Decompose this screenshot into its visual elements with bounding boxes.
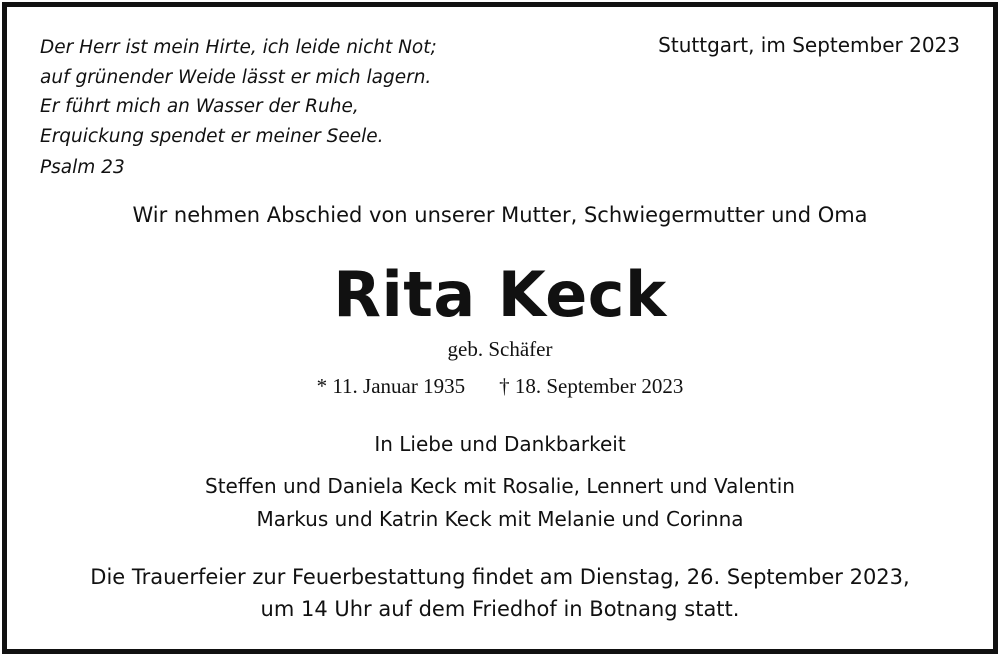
place-date: Stuttgart, im September 2023 [658,33,960,57]
deceased-name: Rita Keck [333,258,667,331]
family-line: Markus und Katrin Keck mit Melanie und Corinna [256,507,744,531]
maiden-name: geb. Schäfer [447,337,553,361]
service-line: um 14 Uhr auf dem Friedhof in Botnang statt. [260,597,740,621]
psalm-quote [40,33,437,183]
psalm-reference: Psalm 23 [40,157,125,178]
death-date: † 18. September 2023 [499,374,684,398]
psalm-line: auf grünender Weide lässt er mich lagern. [40,66,432,88]
birth-date: * 11. Januar 1935 [316,374,466,398]
psalm-line: Er führt mich an Wasser der Ruhe, [40,96,359,117]
family-line: Steffen und Daniela Keck mit Rosalie, Lennert und Valentin [205,474,795,498]
psalm-line: Erquickung spendet er meiner Seele. [40,125,384,147]
in-love-line: In Liebe und Dankbarkeit [374,432,626,456]
psalm-line: Der Herr ist mein Hirte, ich leide nicht Not; [40,37,437,58]
farewell-intro: Wir nehmen Abschied von unserer Mutter, Schwiegermutter und Oma [132,203,868,227]
life-dates [0,374,1000,399]
service-line: Die Trauerfeier zur Feuerbestattung findet am Dienstag, 26. September 2023, [90,565,910,589]
